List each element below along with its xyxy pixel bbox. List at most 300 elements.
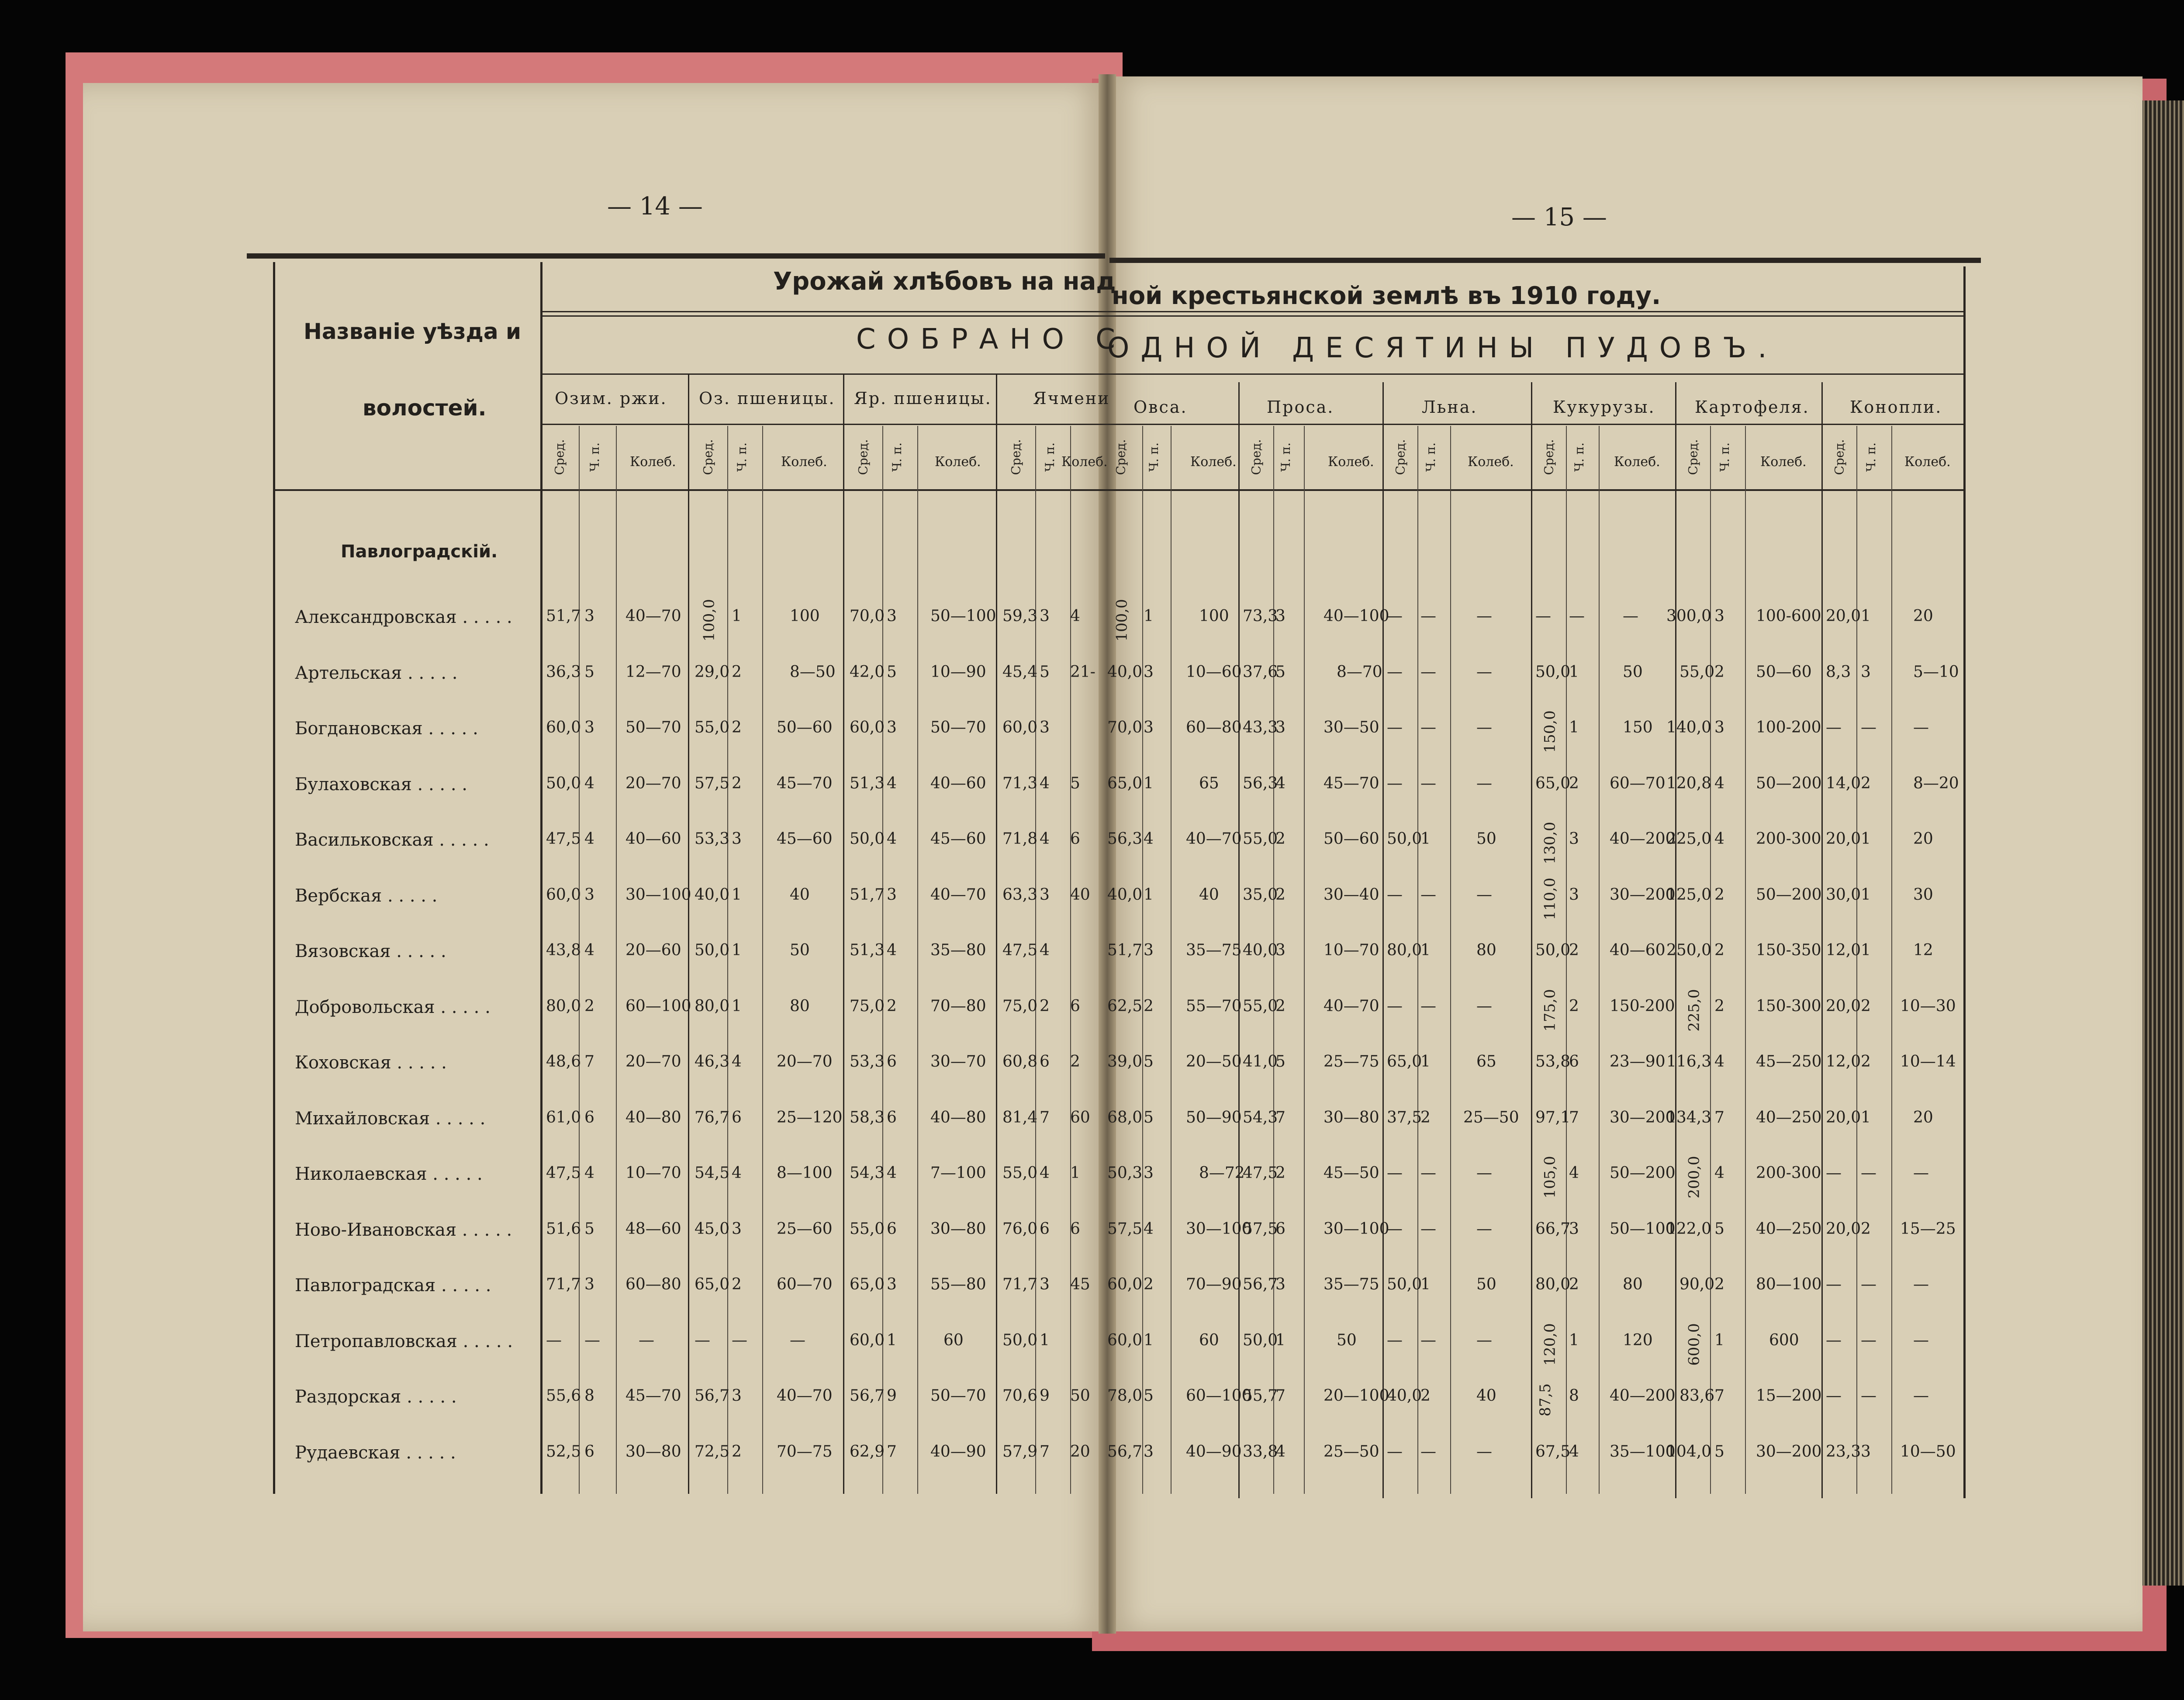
table-cell: 7 [1275,1108,1286,1126]
subheader-count: Ч. п. [1043,442,1057,472]
table-cell: 50,0 [1002,1331,1038,1349]
table-cell: 60 [943,1331,964,1349]
subcol-divider [1566,426,1567,1494]
table-cell: 21- [1070,663,1095,681]
table-cell: — [1476,997,1492,1015]
table-cell: 2 [732,1442,742,1461]
table-cell: 10—90 [930,663,986,681]
table-cell: 2 [1714,997,1724,1015]
table-cell: 10—70 [1324,941,1379,959]
table-cell: 30—40 [1324,885,1379,904]
subheader-count: Ч. п. [735,442,750,472]
row-name: Раздорская . . . . . [295,1387,457,1407]
table-cell: 62,9 [850,1442,885,1461]
table-cell: — [1387,774,1403,792]
table-cell: 45,0 [695,1220,730,1238]
table-cell: 9 [887,1387,897,1405]
crop-header-winter-wheat: Оз. пшеницы. [699,389,836,408]
table-cell: 45—250 [1756,1053,1822,1071]
table-cell: 51,3 [850,774,885,792]
table-cell: 50—200 [1756,885,1822,904]
table-cell: 50,0 [850,830,885,848]
table-cell: 100 [1199,607,1229,625]
table-cell: 3 [584,607,594,625]
table-cell: — [1387,1331,1403,1349]
table-cell: — [1387,607,1403,625]
table-cell: 4 [1275,1442,1286,1461]
table-cell: 70,0 [850,607,885,625]
table-cell: 2 [1420,1108,1431,1126]
table-cell: 56,3 [1107,830,1143,848]
table-cell: 50 [1476,1275,1496,1293]
table-cell: 10—60 [1186,663,1242,681]
table-cell: 6 [1070,830,1080,848]
table-cell: 4 [1040,941,1050,959]
table-cell: 4 [887,774,897,792]
table-cell: 40 [790,885,810,904]
table-cell: 125,0 [1666,885,1712,904]
table-cell: 1 [1420,1053,1431,1071]
table-cell: 20—70 [625,1053,681,1071]
table-cell: — [1420,885,1436,904]
table-cell: 40—200 [1610,830,1676,848]
table-cell: 200-300 [1756,830,1821,848]
table-cell: 30—80 [1324,1108,1379,1126]
table-cell: — [1387,719,1403,736]
table-cell: 60—80 [1186,719,1242,736]
row-name: Рудаевская . . . . . [295,1442,456,1463]
table-cell: — [1861,1164,1876,1182]
subtitle-left: СОБРАНО С [856,323,1127,356]
subheader-avg: Сред. [701,439,715,475]
subheader-avg: Сред. [1249,439,1264,475]
table-cell: — [1913,1275,1929,1293]
table-cell: 12,0 [1826,941,1861,959]
table-cell: 1 [887,1331,897,1349]
table-cell: 7 [584,1053,594,1071]
subheader-range: Колеб. [781,454,827,470]
table-cell: 72,5 [695,1442,730,1461]
table-cell: 5 [1040,663,1050,681]
table-cell: 6 [1040,1220,1050,1238]
row-name: Васильковская . . . . . [295,830,489,850]
subheader-range: Колеб. [1328,454,1374,470]
subtitle-right: ОДНОЙ ДЕСЯТИНЫ ПУДОВЪ. [1107,332,1778,364]
table-cell: 76,0 [1002,1220,1038,1238]
table-cell: 3 [732,830,742,848]
table-cell: 3 [1144,1164,1154,1182]
table-cell: 4 [584,1164,594,1182]
table-cell: — [1476,663,1492,681]
subcol-divider [579,426,580,1494]
table-cell: 80,0 [1535,1275,1571,1293]
table-cell: 4 [1569,1442,1579,1461]
table-cell: 2 [1144,1275,1154,1293]
group-border [1821,382,1823,1498]
table-cell: 50—90 [1186,1108,1242,1126]
table-cell: 116,3 [1666,1053,1712,1071]
table-cell: 130,0 [1541,822,1559,864]
table-cell: 40—80 [930,1108,986,1126]
table-cell: 35—75 [1186,941,1242,959]
table-cell: 6 [887,1220,897,1238]
table-cell: 12 [1913,941,1933,959]
table-cell: 60,0 [850,1331,885,1349]
crop-header-corn: Кукурузы. [1553,397,1655,417]
table-cell: 48,6 [546,1053,581,1071]
table-cell: 600,0 [1685,1323,1703,1366]
table-cell: 3 [1275,941,1286,959]
table-cell: — [1861,1387,1876,1405]
table-cell: 6 [732,1108,742,1126]
table-cell: 40,0 [1107,663,1143,681]
table-cell: 20—50 [1186,1053,1242,1071]
title-rule [542,311,1966,312]
table-cell: 50,0 [1387,1275,1422,1293]
table-cell: 150,0 [1541,710,1559,753]
table-cell: 600 [1769,1331,1799,1349]
table-cell: 80,0 [695,997,730,1015]
table-cell: 80,0 [1387,941,1422,959]
table-cell: 33,8 [1243,1442,1278,1461]
table-cell: 60—100 [625,997,691,1015]
table-cell: 40—70 [777,1387,833,1405]
table-cell: 47,5 [1002,941,1038,959]
table-cell: 3 [1144,941,1154,959]
table-cell: 1 [1420,1275,1431,1293]
table-cell: 55—70 [1186,997,1242,1015]
table-cell: — [1861,1331,1876,1349]
subcol-divider [1450,426,1451,1494]
table-cell: 50—70 [625,719,681,736]
table-cell: 30—100 [1324,1220,1389,1238]
table-cell: 2 [1040,997,1050,1015]
table-cell: 71,7 [1002,1275,1038,1293]
table-cell: 30—200 [1610,885,1676,904]
table-cell: 1 [1275,1331,1286,1349]
table-cell: 60 [1199,1331,1219,1349]
table-cell: 6 [1070,1220,1080,1238]
table-cell: 20 [1070,1442,1090,1461]
row-name: Александровская . . . . . [295,607,512,627]
table-cell: 35,0 [1243,885,1278,904]
table-cell: 51,3 [850,941,885,959]
district-heading: Павлоградскій. [341,542,498,562]
table-cell: 4 [1040,774,1050,792]
table-cell: 3 [732,1387,742,1405]
row-name: Петропавловская . . . . . [295,1331,513,1351]
subcol-divider [917,426,918,1494]
table-cell: 1 [732,941,742,959]
subcol-divider [616,426,617,1494]
table-cell: 200,0 [1685,1156,1703,1199]
table-cell: — [1826,1164,1842,1182]
table-cell: 67,5 [1535,1442,1571,1461]
subheader-range: Колеб. [1468,454,1514,470]
table-cell: 3 [1040,1275,1050,1293]
table-cell: 110,0 [1541,877,1559,920]
table-cell: 65,0 [1107,774,1143,792]
table-cell: 30—80 [930,1220,986,1238]
crop-header-oats: Овса. [1133,397,1188,417]
page-edges [2140,100,2184,1586]
table-cell: 6 [1040,1053,1050,1071]
table-cell: 3 [1861,1442,1871,1461]
table-cell: 56,7 [695,1387,730,1405]
table-cell: 120,0 [1541,1323,1559,1366]
table-cell: 40—80 [625,1108,681,1126]
table-cell: 25—60 [777,1220,833,1238]
subcol-divider [1856,426,1857,1494]
table-cell: 40—250 [1756,1220,1822,1238]
table-cell: 7 [1275,1387,1286,1405]
table-cell: 41,0 [1243,1053,1278,1071]
table-cell: 65 [1199,774,1219,792]
table-cell: 100-200 [1756,719,1821,736]
row-name: Богдановская . . . . . [295,719,478,739]
table-cell: 55,0 [1243,830,1278,848]
table-cell: 50,0 [1535,663,1571,681]
table-cell: — [1913,1164,1929,1182]
table-cell: 2 [1569,1275,1579,1293]
table-cell: 50,0 [695,941,730,959]
subcol-divider [1417,426,1418,1494]
table-cell: 35—100 [1610,1442,1676,1461]
table-cell: 1 [1861,1108,1871,1126]
name-header-line2: волостей. [363,395,487,421]
table-cell: 55—80 [930,1275,986,1293]
table-cell: 30—100 [625,885,691,904]
table-cell: 50 [790,941,810,959]
table-cell: 66,7 [1535,1220,1571,1238]
table-cell: 225,0 [1685,988,1703,1032]
table-cell: 55,7 [1243,1387,1278,1405]
table-cell: 2 [1714,1275,1724,1293]
table-cell: 50—200 [1756,774,1822,792]
table-cell: 46,3 [695,1053,730,1071]
table-cell: 53,8 [1535,1053,1571,1071]
table-cell: 100-600 [1756,607,1821,625]
table-cell: 40,0 [1107,885,1143,904]
table-cell: 7 [1040,1442,1050,1461]
table-cell: 3 [1569,830,1579,848]
table-cell: 78,0 [1107,1387,1143,1405]
table-cell: — [1913,719,1929,736]
table-cell: 6 [584,1442,594,1461]
table-cell: 6 [584,1108,594,1126]
table-cell: 1 [1861,607,1871,625]
table-cell: 40,0 [695,885,730,904]
subcol-divider [1891,426,1892,1494]
table-cell: 134,3 [1666,1108,1712,1126]
table-cell: 5 [1714,1220,1724,1238]
table-cell: — [1420,1442,1436,1461]
table-cell: 40—90 [1186,1442,1242,1461]
table-cell: 55,0 [695,719,730,736]
table-cell: 53,3 [850,1053,885,1071]
table-cell: 4 [887,1164,897,1182]
table-cell: — [732,1331,747,1349]
table-cell: 3 [1569,885,1579,904]
subheader-count: Ч. п. [1279,442,1293,472]
table-cell: 2 [732,663,742,681]
table-cell: 1 [1144,885,1154,904]
table-cell: 3 [584,1275,594,1293]
table-cell: 14,0 [1826,774,1861,792]
table-cell: 60—100 [1186,1387,1252,1405]
table-cell: 50 [1337,1331,1357,1349]
table-cell: 65,0 [850,1275,885,1293]
subheader-count: Ч. п. [1864,442,1879,472]
table-cell: 5 [887,663,897,681]
table-cell: 42,0 [850,663,885,681]
table-cell: — [639,1331,654,1349]
table-cell: 1 [1144,1331,1154,1349]
subtitle-rule [542,373,1966,375]
table-cell: 2 [1861,1053,1871,1071]
table-cell: 1 [1420,941,1431,959]
table-cell: — [1476,885,1492,904]
table-cell: 122,0 [1666,1220,1712,1238]
table-cell: — [1387,1442,1403,1461]
table-cell: 47,5 [546,830,581,848]
table-cell: 3 [887,607,897,625]
subheader-range: Колеб. [1061,454,1108,470]
subheader-range: Колеб. [935,454,981,470]
subheader-range: Колеб. [1190,454,1237,470]
subcol-divider [1142,426,1143,1494]
table-cell: 30—200 [1756,1442,1822,1461]
table-cell: 40,0 [1243,941,1278,959]
table-cell: 60,0 [850,719,885,736]
table-cell: 5 [1144,1387,1154,1405]
table-cell: 57,5 [1107,1220,1143,1238]
table-cell: 37,5 [1387,1108,1422,1126]
table-cell: 40 [1070,885,1090,904]
table-cell: 51,6 [546,1220,581,1238]
table-cell: 3 [732,1220,742,1238]
table-cell: 12—70 [625,663,681,681]
table-cell: 3 [1714,719,1724,736]
table-cell: 20—100 [1324,1387,1389,1405]
table-cell: 2 [1714,663,1724,681]
table-cell: 3 [1861,663,1871,681]
table-cell: 8,3 [1826,663,1851,681]
table-cell: 5 [1144,1108,1154,1126]
table-cell: 60,0 [546,885,581,904]
top-rule-left [247,253,1105,259]
table-cell: 150 [1623,719,1653,736]
table-cell: 50,0 [1387,830,1422,848]
table-cell: 2 [1569,997,1579,1015]
table-cell: 65,0 [1387,1053,1422,1071]
table-cell: 5—10 [1913,663,1959,681]
subcol-divider [727,426,728,1494]
table-cell: 40—70 [1186,830,1242,848]
table-cell: 70,6 [1002,1387,1038,1405]
table-cell: 200-300 [1756,1164,1821,1182]
table-cell: 1 [1144,774,1154,792]
table-cell: 2 [1070,1053,1080,1071]
table-cell: 4 [887,941,897,959]
table-cell: 30,0 [1826,885,1861,904]
table-cell: 3 [887,1275,897,1293]
subcol-divider [1599,426,1600,1494]
table-cell: 250,0 [1666,941,1712,959]
table-cell: 2 [1144,997,1154,1015]
table-cell: 40—60 [625,830,681,848]
table-cell: 4 [1275,774,1286,792]
table-cell: 83,6 [1679,1387,1715,1405]
table-cell: 71,8 [1002,830,1038,848]
table-cell: 2 [1420,1387,1431,1405]
table-cell: 1 [1040,1331,1050,1349]
table-cell: 50—60 [1324,830,1379,848]
table-cell: 70—80 [930,997,986,1015]
table-cell: 48—60 [625,1220,681,1238]
subheader-count: Ч. п. [1424,442,1438,472]
table-cell: 3 [584,719,594,736]
table-left-border [273,262,275,1494]
table-cell: — [1420,663,1436,681]
table-cell: 39,0 [1107,1053,1143,1071]
table-cell: — [1826,1331,1842,1349]
table-cell: 58,3 [850,1108,885,1126]
table-cell: 4 [732,1164,742,1182]
table-cell: — [1387,1220,1403,1238]
table-cell: 43,8 [546,941,581,959]
table-cell: 8—72 [1199,1164,1245,1182]
table-cell: 4 [1714,830,1724,848]
table-cell: 45 [1070,1275,1090,1293]
table-cell: 40—60 [1610,941,1666,959]
table-cell: 65,0 [1535,774,1571,792]
table-cell: 1 [732,885,742,904]
table-cell: 55,0 [1243,997,1278,1015]
table-cell: 50,0 [1535,941,1571,959]
table-cell: 3 [1144,1442,1154,1461]
table-cell: 3 [1040,885,1050,904]
subheader-avg: Сред. [1832,439,1847,475]
table-cell: 4 [1070,607,1080,625]
table-cell: 6 [887,1108,897,1126]
table-cell: — [1387,997,1403,1015]
table-cell: 120 [1623,1331,1653,1349]
table-cell: 60,0 [1002,719,1038,736]
table-cell: 20,0 [1826,830,1861,848]
table-cell: 30—70 [930,1053,986,1071]
table-cell: 61,0 [546,1108,581,1126]
subheader-avg: Сред. [1113,439,1128,475]
table-cell: 47,5 [546,1164,581,1182]
table-cell: 5 [1275,663,1286,681]
table-cell: 3 [1714,607,1724,625]
table-cell: 9 [1040,1387,1050,1405]
subheader-count: Ч. п. [890,442,905,472]
table-cell: 7 [1714,1387,1724,1405]
table-cell: 1 [1070,1164,1080,1182]
table-cell: 53,3 [695,830,730,848]
crop-header-millet: Проса. [1267,397,1334,417]
table-cell: 40—70 [625,607,681,625]
table-cell: 2 [1861,1220,1871,1238]
table-cell: — [1861,719,1876,736]
table-cell: 75,0 [850,997,885,1015]
table-cell: 104,0 [1666,1442,1712,1461]
table-cell: — [1476,1442,1492,1461]
table-cell: 2 [1569,774,1579,792]
table-cell: — [1476,719,1492,736]
